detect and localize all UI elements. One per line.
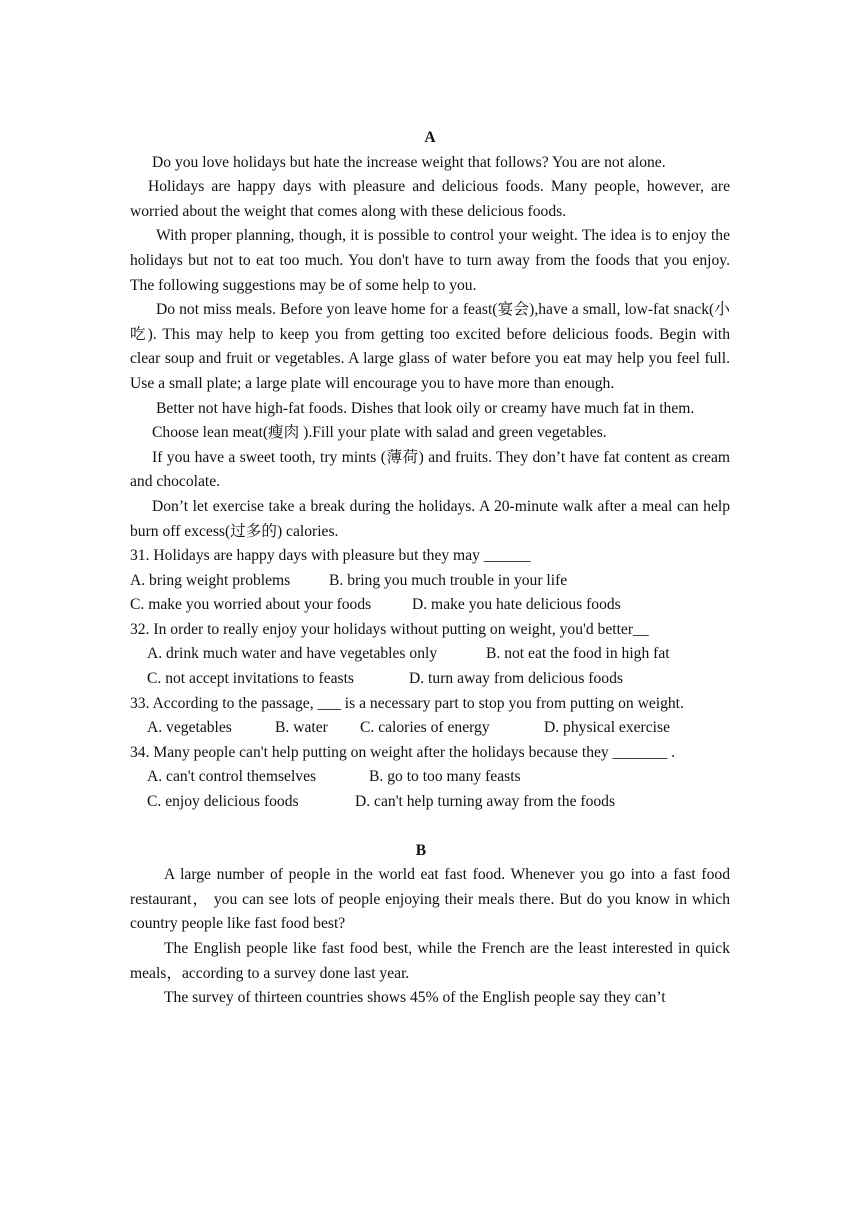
option-b: B. go to too many feasts bbox=[369, 768, 521, 786]
option-b: B. not eat the food in high fat bbox=[486, 645, 670, 663]
paragraph: The survey of thirteen countries shows 45% of the English people say they can’t bbox=[164, 989, 666, 1007]
paragraph: Do not miss meals. Before yon leave home for a feast(宴会),have a small, low-fat snack(小吃). This may help to keep you from getting too excited before delicious foods. Begin with clear soup and fruit or vegetables. A large glass of water before you eat may help you feel full. Use a small plate; a large plate will encourage you to have more than enough. bbox=[130, 301, 730, 392]
paragraph: Better not have high-fat foods. Dishes that look oily or creamy have much fat in them. bbox=[156, 399, 695, 417]
section-a-heading: A bbox=[424, 129, 436, 146]
paragraph: Choose lean meat(瘦肉 ).Fill your plate with salad and green vegetables. bbox=[152, 424, 607, 442]
option-d: D. physical exercise bbox=[544, 719, 670, 737]
option-c: C. calories of energy bbox=[360, 719, 490, 737]
question-stem: 33. According to the passage, ___ is a necessary part to stop you from putting on weight. bbox=[130, 694, 684, 712]
document-page bbox=[130, 126, 730, 1011]
option-d: D. make you hate delicious foods bbox=[412, 596, 621, 614]
option-row bbox=[130, 667, 730, 692]
option-d: D. turn away from delicious foods bbox=[409, 670, 623, 688]
option-row bbox=[130, 593, 730, 618]
option-c: C. not accept invitations to feasts bbox=[147, 670, 355, 688]
option-row bbox=[130, 790, 730, 815]
question-stem: 34. Many people can't help putting on weight after the holidays because they _______ . bbox=[130, 743, 675, 761]
paragraph: Don’t let exercise take a break during the holidays. A 20-minute walk after a meal can help burn off excess(过多的) calories. bbox=[130, 497, 730, 540]
paragraph: The English people like fast food best, while the French are the least interested in quick meals，according to a survey done last year. bbox=[130, 940, 730, 982]
question-stem: 32. In order to really enjoy your holidays without putting on weight, you'd better__ bbox=[130, 620, 649, 638]
option-b: B. bring you much trouble in your life bbox=[329, 571, 568, 589]
paragraph: Holidays are happy days with pleasure and delicious foods. Many people, however, are worried about the weight that comes along with these delicious foods. bbox=[130, 178, 730, 220]
section-b-heading: B bbox=[415, 841, 427, 859]
option-row bbox=[130, 765, 730, 790]
option-row bbox=[130, 716, 730, 741]
option-a: A. vegetables bbox=[147, 719, 232, 737]
paragraph: A large number of people in the world eat fast food. Whenever you go into a fast food restaurant， you can see lots of people enjoying their meals there. But do you know in which country people like fast food best? bbox=[130, 866, 730, 933]
question-stem: 31. Holidays are happy days with pleasure but they may ______ bbox=[130, 547, 531, 565]
option-c: C. enjoy delicious foods bbox=[147, 793, 299, 811]
option-a: A. can't control themselves bbox=[147, 768, 317, 786]
option-b: B. water bbox=[275, 719, 328, 737]
option-row bbox=[130, 569, 730, 594]
option-d: D. can't help turning away from the foods bbox=[355, 793, 616, 811]
option-a: A. bring weight problems bbox=[130, 571, 291, 589]
paragraph: Do you love holidays but hate the increase weight that follows? You are not alone. bbox=[152, 153, 666, 171]
option-a: A. drink much water and have vegetables only bbox=[147, 645, 438, 663]
paragraph: With proper planning, though, it is possible to control your weight. The idea is to enjoy the holidays but not to eat too much. You don't have to turn away from the foods that you enjoy. The following suggestions may be of some help to you. bbox=[130, 227, 730, 294]
option-c: C. make you worried about your foods bbox=[130, 596, 372, 614]
option-row bbox=[130, 642, 730, 667]
paragraph: If you have a sweet tooth, try mints (薄荷) and fruits. They don’t have fat content as cream and chocolate. bbox=[130, 448, 730, 491]
